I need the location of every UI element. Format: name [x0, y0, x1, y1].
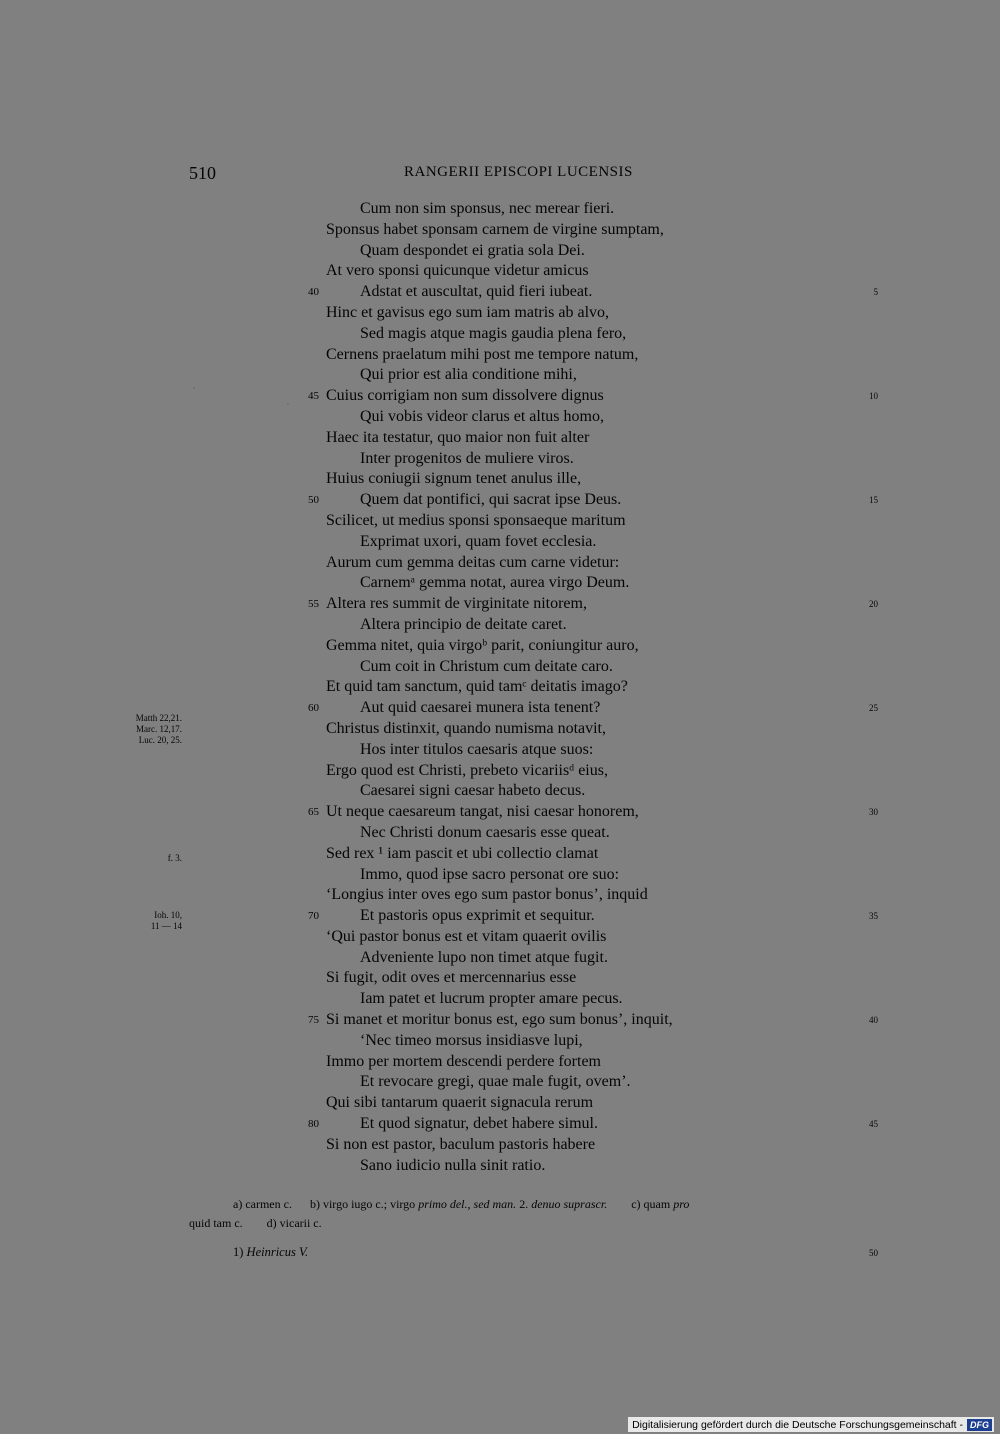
- verse-line: [0, 989, 1000, 1010]
- verse-number: 80: [308, 1118, 319, 1131]
- verse-line: [0, 345, 1000, 366]
- verse-text: Carnemᵃ gemma notat, aurea virgo Deum.: [360, 574, 630, 592]
- verse-text: Aut quid caesarei munera ista tenent?: [360, 699, 601, 717]
- verse-line: [0, 677, 1000, 698]
- credit-text: Digitalisierung gefördert durch die Deutsche Forschungsgemeinschaft -: [632, 1418, 963, 1431]
- verse-number: 40: [308, 286, 319, 299]
- verse-number: 70: [308, 910, 319, 923]
- page-number: 510: [189, 163, 216, 183]
- verse-line: [0, 407, 1000, 428]
- verse-line: [0, 449, 1000, 470]
- verse-line: [0, 802, 1000, 823]
- verse-text: Altera principio de deitate caret.: [360, 615, 567, 633]
- note-b: b) virgo iugo c.; virgo: [309, 1197, 416, 1211]
- verse-line: [0, 282, 1000, 303]
- verse-line: [0, 241, 1000, 262]
- verse-number: 45: [308, 390, 319, 403]
- line-number: 5: [873, 287, 878, 298]
- verse-line: [0, 490, 1000, 511]
- verse-text: Adstat et auscultat, quid fieri iubeat.: [360, 283, 593, 301]
- verse-line: [0, 261, 1000, 282]
- verse-number: 55: [308, 598, 319, 611]
- line-number: 30: [869, 807, 878, 818]
- verse-line: [0, 781, 1000, 802]
- verse-number: 50: [308, 494, 319, 507]
- verse-line: [0, 469, 1000, 490]
- note-c-italic: pro: [673, 1197, 690, 1211]
- verse-text: Huius coniugii signum tenet anulus ille,: [326, 470, 582, 488]
- verse-text: Nec Christi donum caesaris esse queat.: [360, 823, 610, 841]
- verse-text: Adveniente lupo non timet atque fugit.: [360, 948, 608, 966]
- verse-text: Altera res summit de virginitate nitorem,: [326, 595, 587, 613]
- line-number: 10: [869, 391, 878, 402]
- verse-line: [0, 968, 1000, 989]
- verse-line: [0, 1114, 1000, 1135]
- verse-line: [0, 199, 1000, 220]
- line-number: 25: [869, 703, 878, 714]
- verse-text: Quem dat pontifici, qui sacrat ipse Deus.: [360, 491, 622, 509]
- verse-text: ‘Longius inter oves ego sum pastor bonus’, inquid: [326, 886, 648, 904]
- margin-ref-john: Ioh. 10, 11 — 14: [150, 910, 182, 931]
- verse-number: 60: [308, 702, 319, 715]
- verse-text: Cuius corrigiam non sum dissolvere dignus: [326, 387, 604, 405]
- line-number: 15: [869, 495, 878, 506]
- speck: ·: [193, 386, 195, 392]
- verse-text: Aurum cum gemma deitas cum carne videtur:: [326, 553, 620, 571]
- verse-text: Qui prior est alia conditione mihi,: [360, 366, 577, 384]
- note-c-cont: quid tam c.: [189, 1216, 243, 1230]
- verse-text: Sed rex ¹ iam pascit et ubi collectio clamat: [326, 844, 599, 862]
- verse-text: Et pastoris opus exprimit et sequitur.: [360, 907, 595, 925]
- verse-line: [0, 823, 1000, 844]
- verse-text: ‘Qui pastor bonus est et vitam quaerit ovilis: [326, 927, 607, 945]
- verse-line: [0, 573, 1000, 594]
- verse-line: [0, 1010, 1000, 1031]
- verse-text: Si non est pastor, baculum pastoris habere: [326, 1135, 596, 1153]
- verse-text: Immo, quod ipse sacro personat ore suo:: [360, 865, 620, 883]
- note-c: c) quam: [631, 1197, 671, 1211]
- verse-line: [0, 1052, 1000, 1073]
- verse-line: [0, 324, 1000, 345]
- verse-line: [0, 1135, 1000, 1156]
- note-b-hand: 2.: [519, 1197, 529, 1211]
- margin-ref-folio: f. 3.: [167, 853, 182, 863]
- verse-text: Cum coit in Christum cum deitate caro.: [360, 657, 613, 675]
- line-number: 35: [869, 911, 878, 922]
- verse-line: [0, 1031, 1000, 1052]
- verse-number: 65: [308, 806, 319, 819]
- footnote-line-number: 50: [869, 1248, 878, 1258]
- verse-number: 75: [308, 1014, 319, 1027]
- verse-text: Et quod signatur, debet habere simul.: [360, 1115, 598, 1133]
- verse-text: Exprimat uxori, quam fovet ecclesia.: [360, 532, 597, 550]
- verse-line: [0, 594, 1000, 615]
- verse-line: [0, 761, 1000, 782]
- verse-text: At vero sponsi quicunque videtur amicus: [326, 262, 589, 280]
- dfg-logo: DFG: [967, 1419, 992, 1431]
- verse-text: Sano iudicio nulla sinit ratio.: [360, 1156, 546, 1174]
- verse-text: Christus distinxit, quando numisma notavit,: [326, 719, 606, 737]
- verse-text: Quam despondet ei gratia sola Dei.: [360, 241, 585, 259]
- verse-line: [0, 428, 1000, 449]
- verse-text: Scilicet, ut medius sponsi sponsaeque maritum: [326, 511, 626, 529]
- poem-body: [0, 199, 1000, 1176]
- verse-line: [0, 844, 1000, 865]
- verse-text: Et revocare gregi, quae male fugit, ovem’.: [360, 1073, 631, 1091]
- verse-line: [0, 532, 1000, 553]
- verse-line: [0, 511, 1000, 532]
- verse-text: Ergo quod est Christi, prebeto vicariisᵈ eius,: [326, 761, 608, 779]
- verse-line: [0, 1093, 1000, 1114]
- running-title: RANGERII EPISCOPI LUCENSIS: [404, 164, 633, 180]
- verse-line: [0, 636, 1000, 657]
- verse-line: [0, 1072, 1000, 1093]
- verse-text: Gemma nitet, quia virgoᵇ parit, coniungitur auro,: [326, 636, 639, 654]
- verse-text: Inter progenitos de muliere viros.: [360, 449, 574, 467]
- verse-line: [0, 365, 1000, 386]
- verse-text: Hinc et gavisus ego sum iam matris ab alvo,: [326, 303, 610, 321]
- historical-footnote: [233, 1245, 308, 1260]
- verse-line: [0, 615, 1000, 636]
- note-b-italic-2: denuo suprascr.: [531, 1197, 608, 1211]
- verse-text: Iam patet et lucrum propter amare pecus.: [360, 990, 623, 1008]
- verse-text: Sponsus habet sponsam carnem de virgine sumptam,: [326, 220, 664, 238]
- verse-line: [0, 553, 1000, 574]
- margin-ref-matthew: Matth 22,21. Marc. 12,17. Luc. 20, 25.: [135, 713, 182, 745]
- verse-line: [0, 948, 1000, 969]
- footnote-text: Heinricus V.: [246, 1245, 309, 1259]
- verse-line: [0, 885, 1000, 906]
- verse-text: Si fugit, odit oves et mercennarius esse: [326, 969, 577, 987]
- verse-line: [0, 386, 1000, 407]
- line-number: 40: [869, 1015, 878, 1026]
- line-number: 45: [869, 1119, 878, 1130]
- note-a: a) carmen c.: [233, 1197, 292, 1211]
- verse-text: Ut neque caesareum tangat, nisi caesar honorem,: [326, 803, 639, 821]
- verse-text: ‘Nec timeo morsus insidiasve lupi,: [360, 1031, 583, 1049]
- verse-line: [0, 303, 1000, 324]
- verse-line: [0, 1156, 1000, 1177]
- verse-text: Qui sibi tantarum quaerit signacula rerum: [326, 1094, 594, 1112]
- verse-text: Et quid tam sanctum, quid tamᶜ deitatis imago?: [326, 678, 628, 696]
- footnote-marker: 1): [233, 1245, 244, 1259]
- verse-text: Hos inter titulos caesaris atque suos:: [360, 740, 594, 758]
- verse-text: Si manet et moritur bonus est, ego sum bonus’, inquit,: [326, 1011, 673, 1029]
- verse-text: Haec ita testatur, quo maior non fuit alter: [326, 428, 590, 446]
- verse-text: Caesarei signi caesar habeto decus.: [360, 782, 586, 800]
- verse-text: Cernens praelatum mihi post me tempore natum,: [326, 345, 639, 363]
- verse-line: [0, 657, 1000, 678]
- verse-line: [0, 220, 1000, 241]
- note-b-italic: primo del., sed man.: [418, 1197, 517, 1211]
- critical-apparatus: [189, 1195, 869, 1233]
- line-number: 20: [869, 599, 878, 610]
- speck: ·: [287, 402, 289, 408]
- digitization-credit: [628, 1417, 994, 1432]
- verse-text: Cum non sim sponsus, nec merear fieri.: [360, 200, 615, 217]
- note-d: d) vicarii c.: [266, 1216, 322, 1230]
- verse-text: Qui vobis videor clarus et altus homo,: [360, 407, 604, 425]
- verse-text: Sed magis atque magis gaudia plena fero,: [360, 324, 627, 342]
- verse-line: [0, 865, 1000, 886]
- verse-text: Immo per mortem descendi perdere fortem: [326, 1052, 601, 1070]
